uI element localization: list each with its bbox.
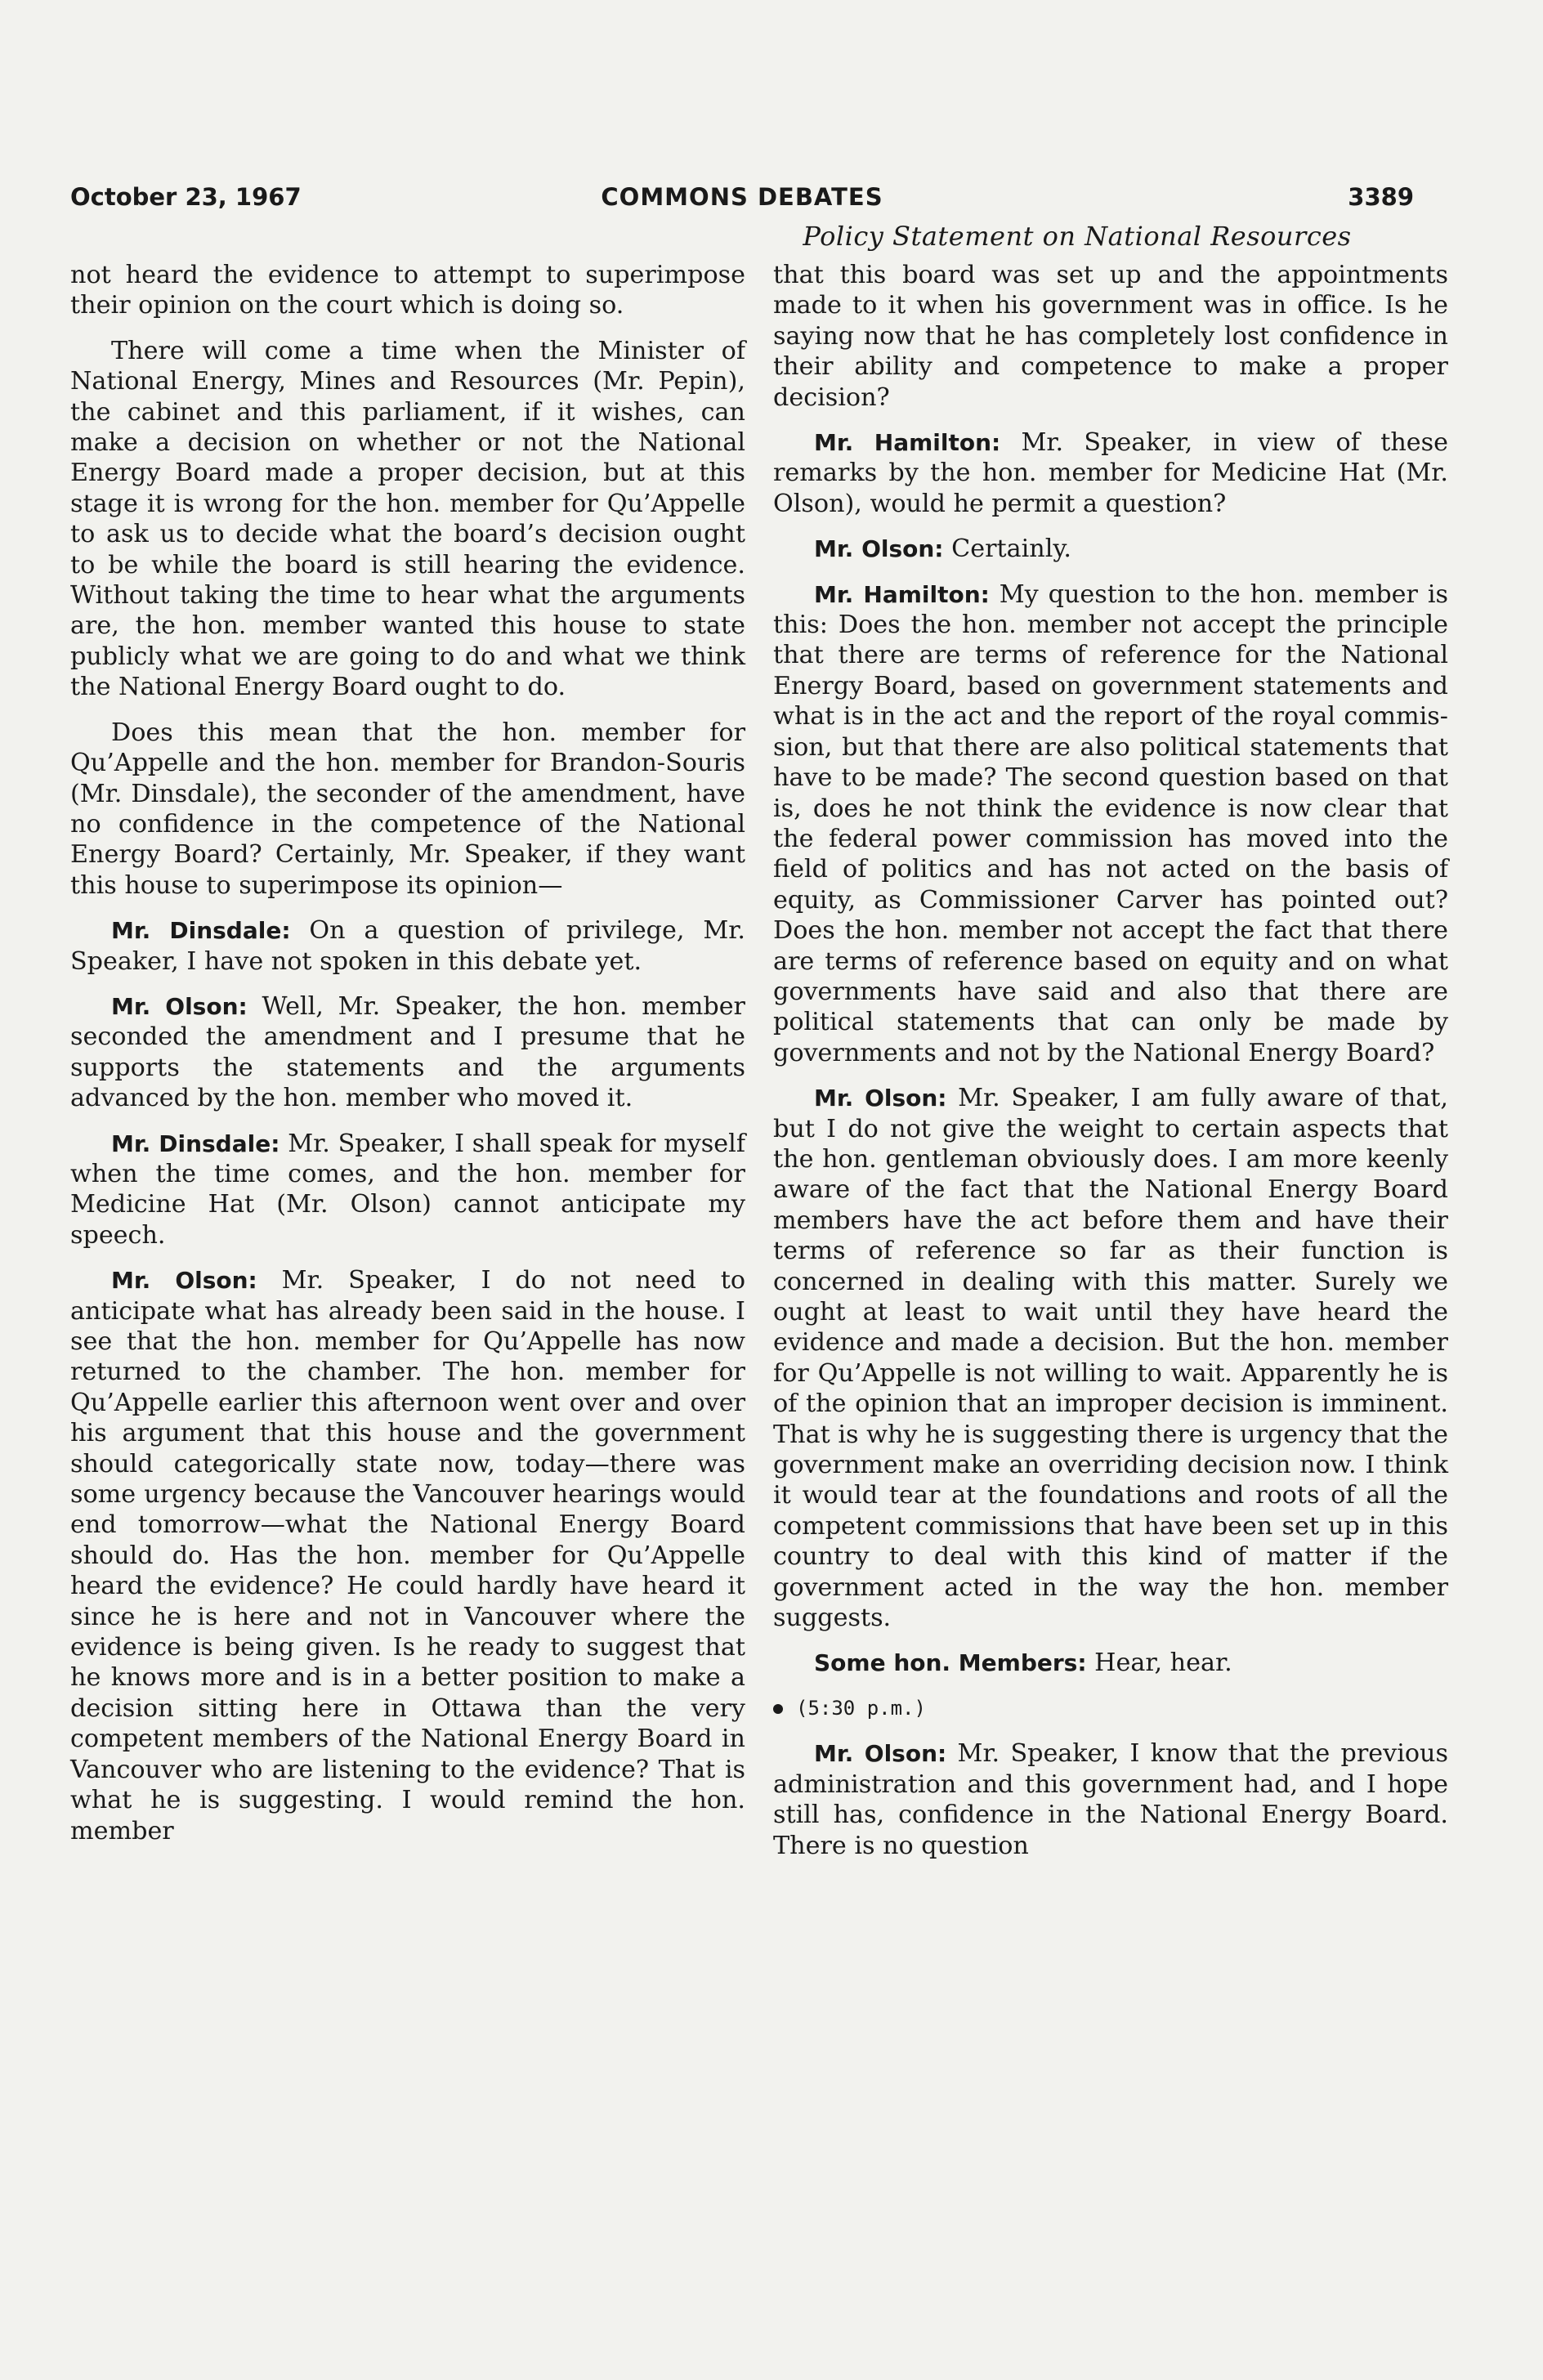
bullet-icon bbox=[773, 1704, 783, 1714]
paragraph-text: Well, Mr. Speaker, the hon. member seconded the amendment and I presume that he supports the statements and the arguments advanced by the hon. member who moved it. bbox=[70, 991, 745, 1113]
paragraph-text: On a question of privilege, Mr. Speaker, I have not spoken in this debate yet. bbox=[70, 916, 745, 976]
paragraph-text: Mr. Speaker, I shall speak for myself when the time comes, and the hon. member for Medicine Hat (Mr. Olson) cannot anticipate my speech. bbox=[70, 1129, 745, 1250]
paragraph-text: There will come a time when the Minister of National Energy, Mines and Resources (Mr. Pepin), the cabinet and this parliament, if it wishes, can make a decision on whether or not the National Energy Board made a proper decision, but at this stage it is wrong for the hon. member for Qu’Appelle to ask us to decide what the board’s decision ought to be while the board is still hearing the evidence. Without taking the time to hear what the arguments are, the hon. member wanted this house to state publicly what we are going to do and what we think the National Energy Board ought to do. bbox=[70, 336, 745, 702]
page-number: 3389 bbox=[1348, 183, 1414, 211]
paragraph bbox=[70, 336, 745, 703]
paragraph bbox=[773, 534, 1448, 564]
paragraph bbox=[773, 427, 1448, 519]
paragraph-text: that this board was set up and the appointments made to it when his government was in office. Is he saying now that he has completely lost confidence in their ability and competence to make a proper decision? bbox=[773, 261, 1448, 412]
paragraph-text: Does this mean that the hon. member for Qu’Appelle and the hon. member for Brandon-Souris (Mr. Dinsdale), the seconder of the amendment, have no confidence in the competence of the National Energy Board? Certainly, Mr. Speaker, if they want this house to superimpose its opinion— bbox=[70, 718, 745, 900]
paragraph-text: (5:30 p.m.) bbox=[796, 1696, 926, 1720]
header-date: October 23, 1967 bbox=[70, 183, 302, 211]
paragraph-text: My question to the hon. member is this: Does the hon. member not accept the principle that there are terms of reference for the National Energy Board, based on government statements and what is in the act and the report of the royal commission, but that there are also political statements that have to be made? The second question based on that is, does he not think the evidence is now clear that the federal power commission has moved into the field of politics and has not acted on the basis of equity, as Commissioner Carver has pointed out? Does the hon. member not accept the fact that there are terms of reference based on equity and on what governments have said and also that there are political statements that can only be made by governments and not by the National Energy Board? bbox=[773, 579, 1449, 1067]
paragraph bbox=[773, 1738, 1448, 1861]
speaker-name: Mr. Olson: bbox=[814, 535, 944, 563]
time-marker bbox=[773, 1693, 1448, 1724]
paragraph-text: Hear, hear. bbox=[1094, 1649, 1232, 1678]
paragraph-text: Mr. Speaker, I am fully aware of that, but I do not give the weight to certain aspects that the hon. gentleman obviously does. I am more keenly aware of the fact that the National Energy Board members have the act before them and have their terms of reference so far as their function is concerned in dealing with this matter. Surely we ought at least to wait until they have heard the evidence and made a decision. But the hon. member for Qu’Appelle is not willing to wait. Apparently he is of the opinion that an improper decision is imminent. That is why he is suggesting there is urgency that the government make an overriding decision now. I think it would tear at the foundations and roots of all the competent commissions that have been set up in this country to deal with this kind of matter if the government acted in the way the hon. member suggests. bbox=[773, 1084, 1448, 1633]
speaker-name: Mr. Olson: bbox=[814, 1085, 947, 1112]
right-column bbox=[773, 260, 1448, 1876]
speaker-name: Mr. Hamilton: bbox=[814, 429, 1001, 457]
speaker-name: Mr. Dinsdale: bbox=[111, 917, 291, 945]
paragraph-text: Mr. Speaker, in view of these remarks by the hon. member for Medicine Hat (Mr. Olson), would he permit a question? bbox=[773, 428, 1448, 518]
speaker-name: Some hon. Members: bbox=[814, 1649, 1087, 1677]
paragraph bbox=[773, 579, 1448, 1069]
speaker-name: Mr. Olson: bbox=[111, 992, 248, 1020]
paragraph bbox=[70, 1265, 745, 1846]
paragraph-text: Mr. Speaker, I know that the previous administration and this government had, and I hope still has, confidence in the National Energy Board. There is no question bbox=[773, 1739, 1448, 1860]
speaker-name: Mr. Dinsdale: bbox=[111, 1130, 280, 1157]
paragraph-text: Certainly. bbox=[951, 535, 1072, 564]
paragraph bbox=[70, 718, 745, 901]
paragraph bbox=[773, 1083, 1448, 1633]
speaker-name: Mr. Hamilton: bbox=[814, 580, 990, 608]
left-column bbox=[70, 260, 745, 1861]
paragraph bbox=[70, 991, 745, 1114]
paragraph bbox=[70, 1129, 745, 1251]
paragraph-text: not heard the evidence to attempt to superimpose their opinion on the court which is doing so. bbox=[70, 261, 745, 320]
paragraph bbox=[773, 260, 1448, 413]
paragraph bbox=[70, 260, 745, 321]
page-header bbox=[70, 183, 1414, 219]
paragraph bbox=[773, 1648, 1448, 1678]
paragraph-text: Mr. Speaker, I do not need to anticipate what has already been said in the house. I see that the hon. member for Qu’Appelle has now returned to the chamber. The hon. member for Qu’Appelle earlier this afternoon went over and over his argument that this house and the government should categorically state now, today—there was some urgency because the Vancouver hearings would end tomorrow—what the National Energy Board should do. Has the hon. member for Qu’Appelle heard the evidence? He could hardly have heard it since he is here and not in Vancouver where the evidence is being given. Is he ready to suggest that he knows more and is in a better position to make a decision sitting here in Ottawa than the very competent members of the National Energy Board in Vancouver who are listening to the evidence? That is what he is suggesting. I would remind the hon. member bbox=[70, 1266, 745, 1845]
speaker-name: Mr. Olson: bbox=[111, 1267, 257, 1295]
header-title: COMMONS DEBATES bbox=[601, 183, 883, 211]
paragraph bbox=[70, 915, 745, 977]
section-subheading: Policy Statement on National Resources bbox=[803, 221, 1352, 252]
speaker-name: Mr. Olson: bbox=[814, 1740, 947, 1768]
